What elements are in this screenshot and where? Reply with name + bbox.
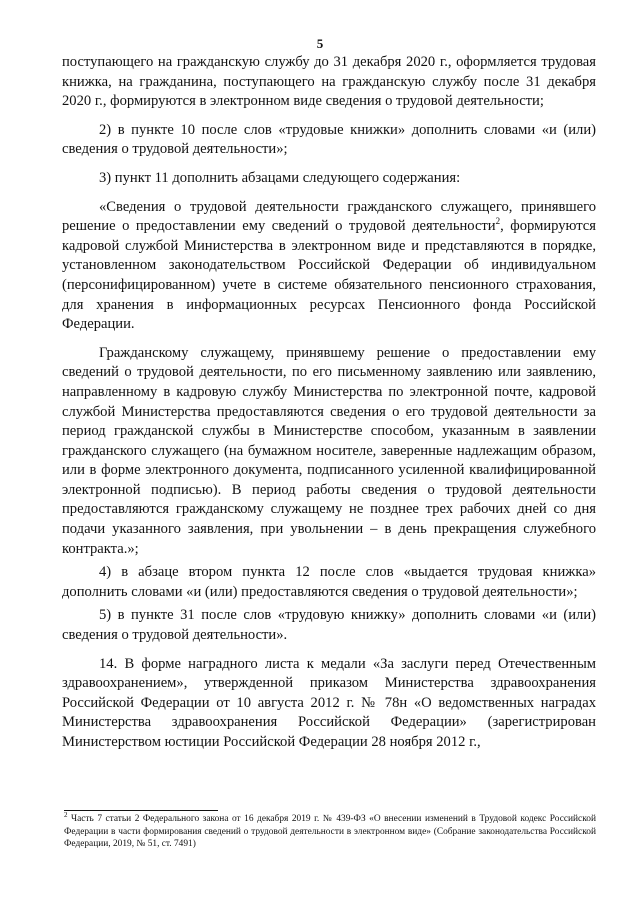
footnote-text: Часть 7 статьи 2 Федерального закона от 16 декабря 2019 г. № 439-ФЗ «О внесении изменений в Трудовой кодекс Российской Федерации в части формирования сведений о трудовой деятельности в электронном виде» (Собрание законодательства Российской Федерации, 2019, № 51, ст. 7491) (64, 814, 597, 850)
footnote-reference: 2 (495, 216, 501, 227)
paragraph-item-4: 4) в абзаце втором пункта 12 после слов «выдается трудовая книжка» дополнить словами «и (или) предоставляются сведения о трудовой деятельности»; (62, 564, 596, 600)
quoted-paragraph-1-end: , формируются кадровой службой Министерства в электронном виде и представляются в порядке, установленном законодательством Российской Федерации об индивидуальном (персонифицированном) учете в системе обязательного пенсионного страхования, для хранения в информационных ресурсах Пенсионного фонда Российской Федерации. (62, 218, 596, 333)
quoted-paragraph-1-start: «Сведения о трудовой деятельности гражданского служащего, принявшего решение о предоставлении ему сведений о трудовой деятельности (62, 198, 596, 235)
quoted-paragraph-2: Гражданскому служащему, принявшему решение о предоставлении ему сведений о трудовой деятельности, по его письменному заявлению или заявлению, направленному в кадровую службу Министерства по электронной почте, кадровой службой Министерства предоставляются сведения о его трудовой деятельности за период гражданской службы в Министерстве способом, указанным в заявлении гражданского служащего (на бумажном носителе, заверенные надлежащим образом, или в форме электронного документа, подписанного усиленной квалифицированной электронной подписью). В период работы сведения о трудовой деятельности предоставляются гражданскому служащему не позднее трех рабочих дней со дня подачи указанного заявления, при увольнении – в день прекращения служебного контракта.»; (62, 344, 596, 557)
paragraph-item-5: 5) в пункте 31 после слов «трудовую книжку» дополнить словами «и (или) сведения о трудовой деятельности». (62, 607, 596, 644)
paragraph-item-3: 3) пункт 11 дополнить абзацами следующего содержания: (99, 169, 461, 186)
footnote-marker: 2 (64, 810, 68, 819)
document-body (62, 53, 596, 762)
paragraph-item-2: 2) в пункте 10 после слов «трудовые книжки» дополнить словами «и (или) сведения о трудовой деятельности»; (62, 121, 596, 158)
footnote (64, 810, 597, 851)
paragraph-continuation: поступающего на гражданскую службу до 31 декабря 2020 г., оформляется трудовая книжка, на гражданина, поступающего на гражданскую службу после 31 декабря 2020 г., формируются в электронном виде сведения о трудовой деятельности; (62, 54, 596, 110)
paragraph-14: 14. В форме наградного листа к медали «За заслуги перед Отечественным здравоохранением», утвержденной приказом Министерства здравоохранения Российской Федерации от 10 августа 2012 г. № 78н «О ведомственных наградах Министерства здравоохранения Российской Федерации» (зарегистрирован Министерством юстиции Российской Федерации 28 ноября 2012 г., (62, 655, 596, 750)
quoted-paragraph-1 (62, 198, 596, 335)
page-number: 5 (316, 36, 324, 51)
footnote-separator (64, 810, 218, 811)
